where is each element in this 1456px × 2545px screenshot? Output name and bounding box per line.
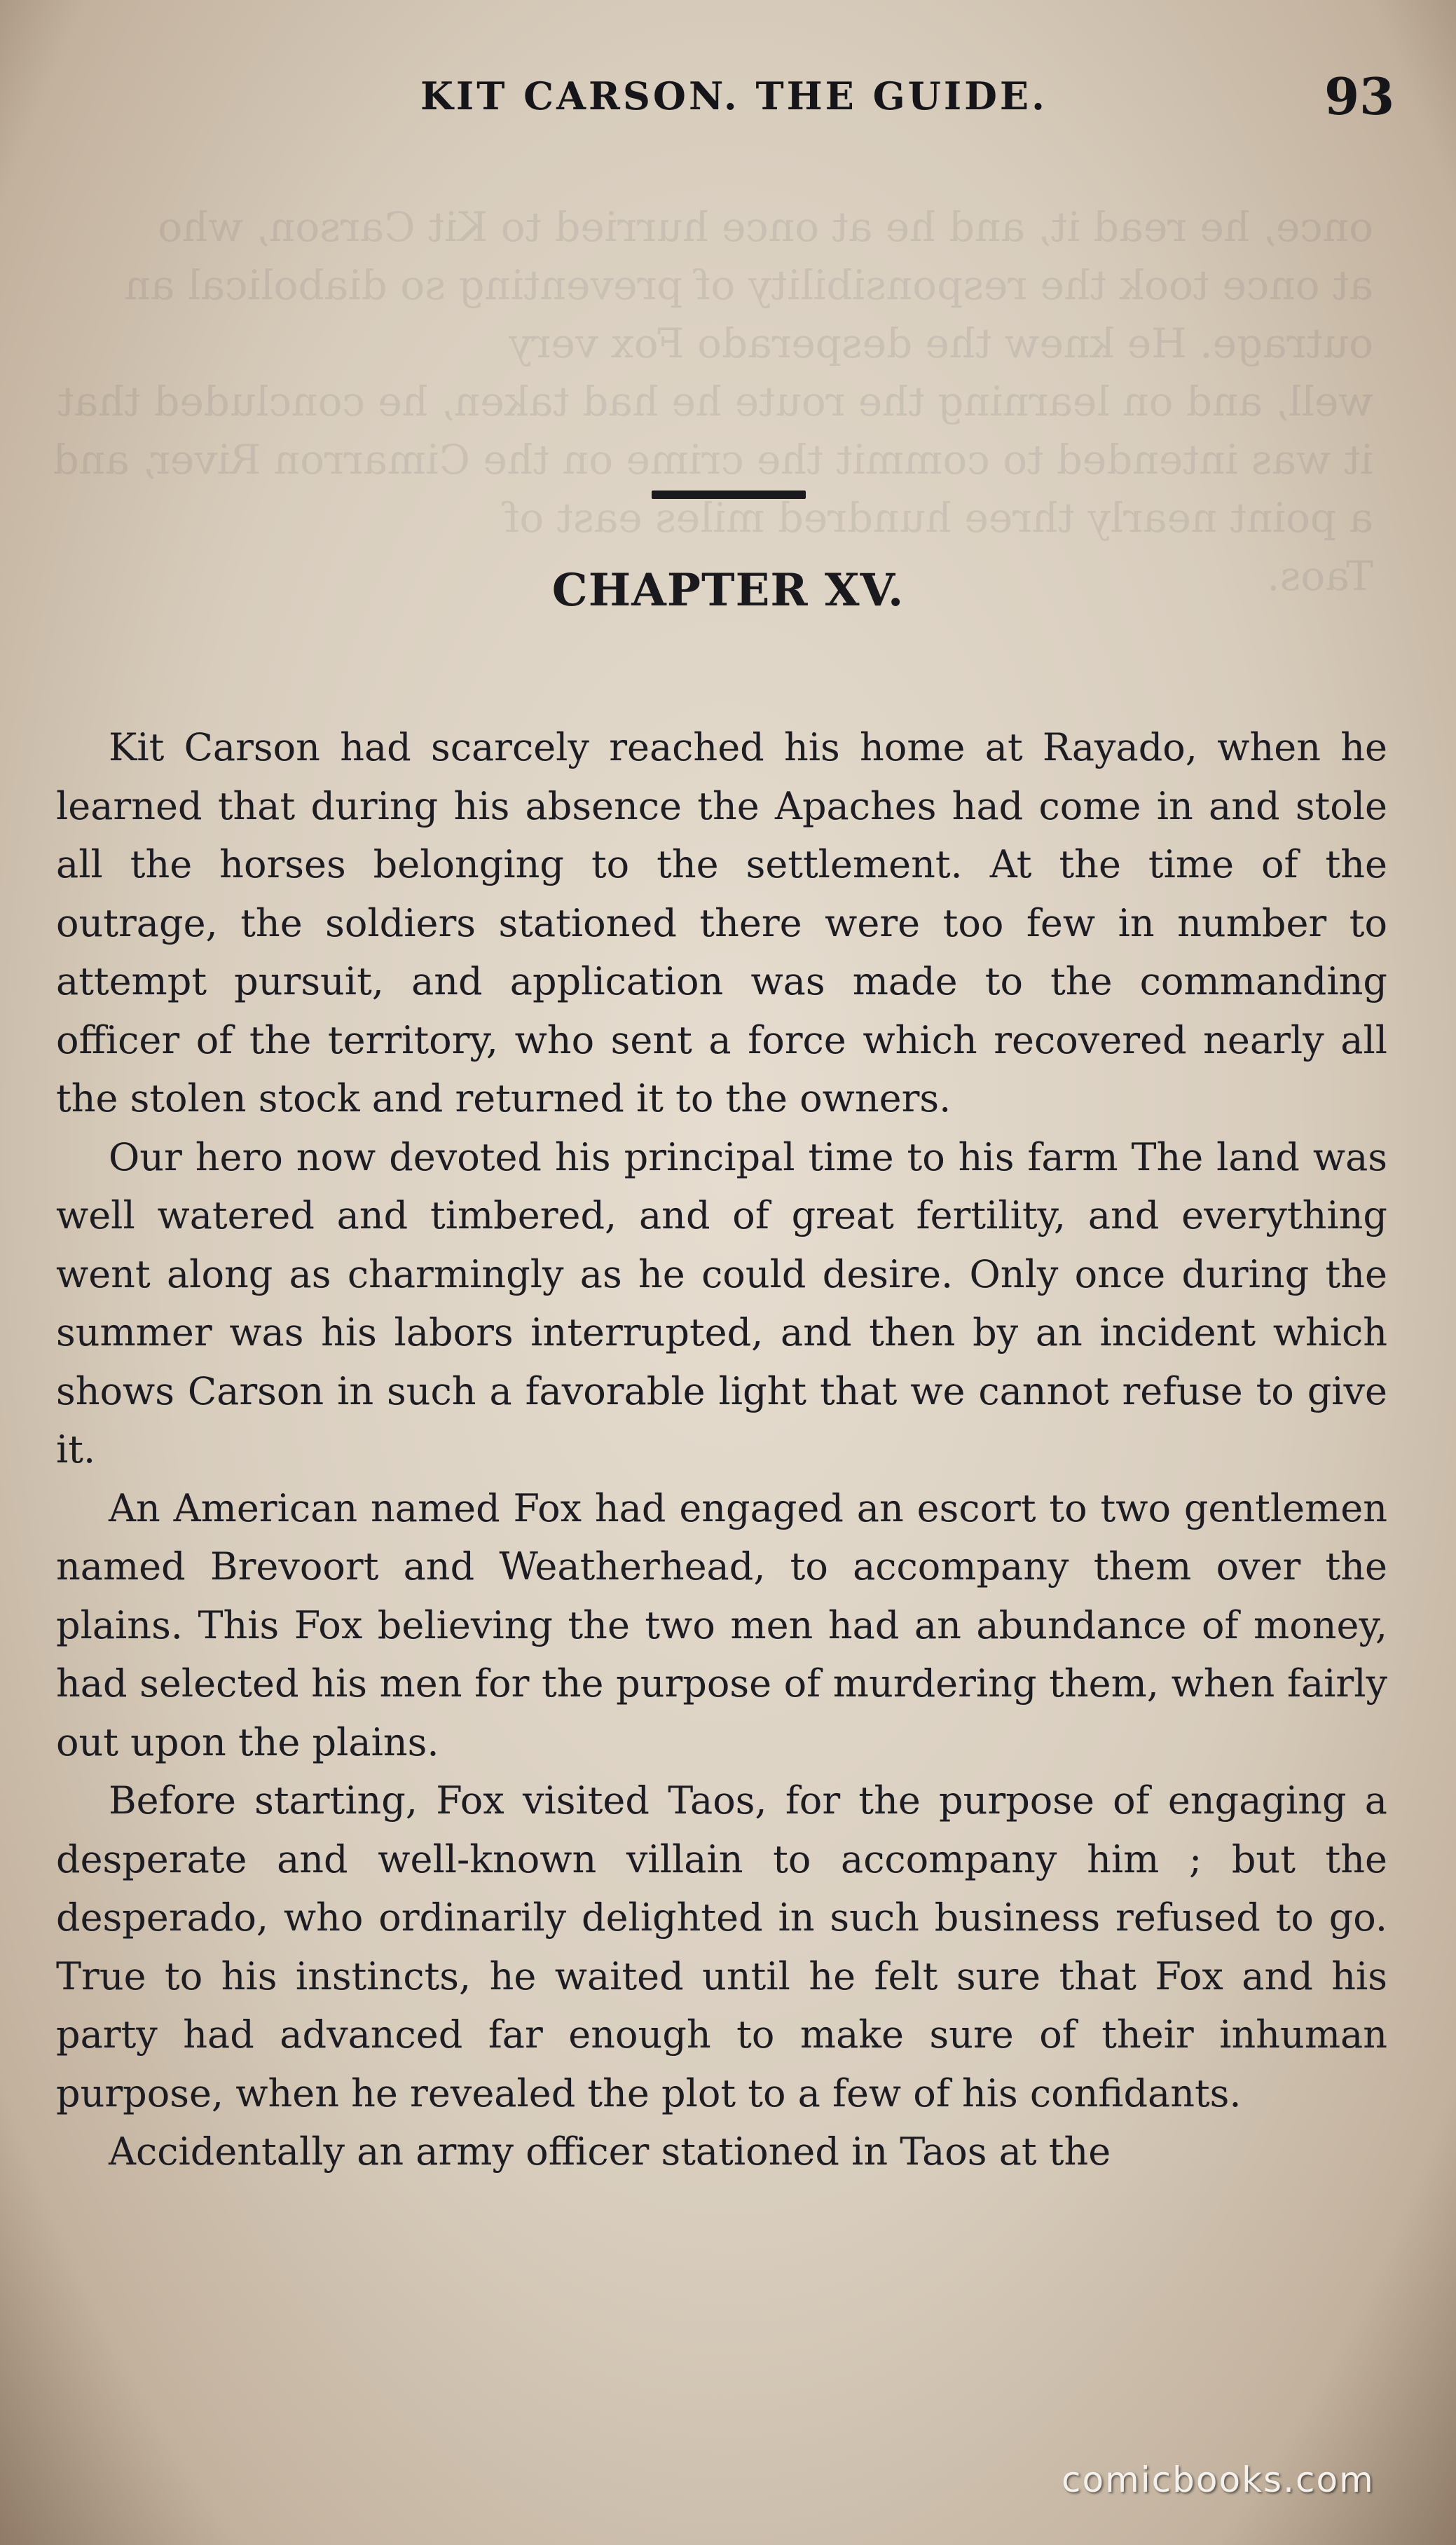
paragraph-1: Kit Carson had scarcely reached his home at Rayado, when he learned that during his absence the Apaches had come in and stole all the horses belonging to the settlement. At the time of the outrage, the soldiers stationed there were too few in number to attempt pursuit, and application was made to the commanding officer of the territory, who sent a force which recovered nearly all the stolen stock and returned it to the owners. [56,725,1387,1120]
chapter-heading: CHAPTER XV. [551,564,905,617]
page-number: 93 [1324,67,1395,126]
running-title: KIT CARSON. THE GUIDE. [420,74,1048,118]
show-through-text: once, he read it, and he at once hurried to Kit Carson, who at once took the responsibility of preventing so diabolical an outrage. He knew the desperado Fox very well, and on learning the route he had taken, he concluded that it was intended to commit the crime on the Cimarron River, and a point nearly three hundred miles east of Taos. [53,203,1373,600]
paragraph-4: Before starting, Fox visited Taos, for the purpose of engaging a desperate and well-known villain to accompany him ; but the desperado, who ordinarily delighted in such business refused to go. True to his instincts, he waited until he felt sure that Fox and his party had advanced far enough to make sure of their inhuman purpose, when he revealed the plot to a few of his confidants. [56,1778,1387,2115]
paragraph-5: Accidentally an army officer stationed in Taos at the [109,2129,1111,2174]
paragraph-2: Our hero now devoted his principal time to his farm The land was well watered and timbered, and of great fertility, and everything went along as charmingly as he could desire. Only once during the summer was his labors interrupted, and then by an incident which shows Carson in such a favorable light that we cannot refuse to give it. [56,1134,1387,1472]
chapter-divider-rule [652,491,806,499]
site-watermark: comicbooks.com [1062,2460,1375,2500]
running-head [0,67,1456,137]
paragraph-3: An American named Fox had engaged an escort to two gentlemen named Brevoort and Weatherhead, to accompany them over the plains. This Fox believing the two men had an abundance of money, had selected his men for the purpose of murdering them, when fairly out upon the plains. [56,1486,1387,1764]
chapter-body [56,718,1387,2181]
